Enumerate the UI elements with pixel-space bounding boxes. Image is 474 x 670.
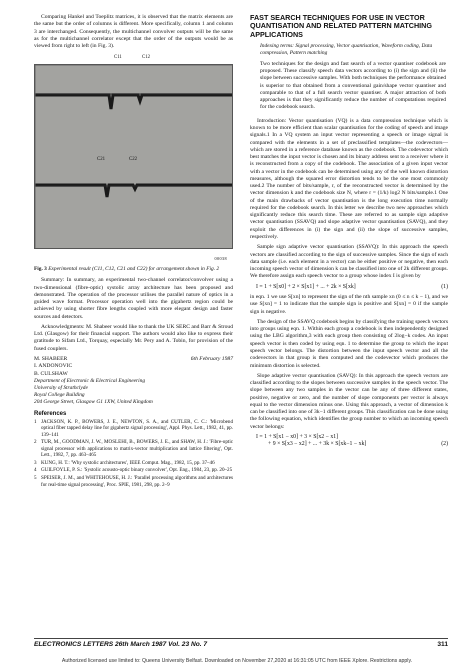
reference-text: JACKSON, K. P., BOWERS, J. E., NEWTON, S. A., and CUTLER, C. C.: 'Microbend optical fiber tapped delay line for gigahertz signal processing', Appl. Phys. Lett., 1982, 41, pp. 139–141: [41, 418, 233, 438]
page-number: 311: [437, 641, 448, 648]
reference-text: GUILFOYLE, P. S.: 'Systolic acousto-optic binary convolver', Opt. Eng., 1984, 23, pp. 20–25: [41, 467, 233, 474]
reference-number: 2: [34, 439, 37, 446]
reference-number: 3: [34, 459, 37, 466]
affiliation-line: University of Strathclyde: [34, 384, 88, 391]
equation-1-body: I = 1 + S[x0] + 2 × S[x1] + ... + 2k × S[xk]: [256, 283, 356, 290]
savq-paragraph: Slope adaptive vector quantisation (SAVQ): In this approach the speech vectors are classified according to the slopes between successive samples in the speech vector. The slope between any two samples in the vector can be any of three different states, positive, negative or zero, and the number of slope components per vector is always equal to the vector dimension minus one. Using this approach, a vector of dimension k can be classified into one of 3k−1 different groups. This classification can be done using the following equation, which identifies the group number to which an incoming speech vector belongs:: [250, 372, 448, 430]
reference-text: KUNG, H. T.: 'Why systolic architectures', IEEE Comput. Mag., 1982, 15, pp. 37–46: [41, 459, 215, 466]
page-footer: [34, 638, 448, 648]
license-notice: Authorized licensed use limited to: Queens University Belfast. Downloaded on November 27,2020 at 16:31:05 UTC from IEEE Xplore. Restrictions apply.: [61, 658, 413, 664]
acknowledgments-paragraph: Acknowledgments: M. Shabeer would like to thank the UK SERC and Barr & Stroud Ltd. (Glasgow) for their financial support. The authors would also like to express their gratitude to Sifam Ltd., Torquay, especially Mr. Pery and A. Tobin, for provision of the fused couplers.: [34, 323, 233, 352]
affiliation-line: Royal College Building: [34, 391, 85, 398]
equation-2-line-1: I = 1 + S[x1 − x0] + 3 × S[x2 − x1]: [256, 433, 339, 440]
references-list: [34, 419, 233, 488]
reference-item: [34, 460, 233, 467]
reference-item: [34, 419, 233, 439]
equation-2-line-2: + 9 × S[x3 − x2] + ... + 3k × S[xk−1 − xk]: [268, 441, 367, 448]
figure-label-c21: C21: [97, 157, 105, 163]
intro-paragraph: Comparing Hankel and Toeplitz matrices, it is observed that the matrix elements are the same but the order of columns is different. More specifically, column 1 and column 3 are interchanged. Consequently, the multichannel convolver outputs will be the same as for the multichannel correlator except that the order of the outputs would be as viewed from right to left (in Fig. 3).: [34, 14, 233, 50]
references-heading: References: [34, 410, 67, 417]
figure-3: [34, 53, 233, 263]
equation-1: [256, 284, 448, 292]
reference-item: [34, 439, 233, 459]
reference-item: [34, 475, 233, 488]
ssavq-paragraph-3: The design of the SSAVQ codebook begins by classifying the training speech vectors into groups using eqn. 1. Within each group a codebook is then independently designed using the LBG algorithm,3 with each group then consisting of 2log−k codes. An input speech vector is then coded by using eqn. 1 to determine the group to which the input speech vector belongs. The distortion between the input speech vector and all the codevectors in that group is then computed and the codevector which produces the minimum distortion is selected.: [250, 318, 448, 369]
introduction-paragraph: Introduction: Vector quantisation (VQ) is a data compression technique which is known to be more efficient than scalar quantisation for the coding of speech and image signals.1 In a VQ system an input vector representing a speech or image signal is compared with the elements in a set of preclassified templates—the codevectors—which are stored in a reference database known as the codebook. The codevector which best matches the input vector is chosen and its binary address sent to a receiver where it is reconstructed from a copy of the codebook. The association of a given input vector with a vector in the codebook can be determined using any of the well known distortion measures, although the squared error distortion tends to be the one most commonly used.2 The number of bits/sample, r, of the reconstructed vector is determined by the vector dimension k and the codebook size N, where r = (1/k) log2 N bits/sample.1 One of the main drawbacks of vector quantisation is the long execution time normally required for the codebook search. In this letter we describe two new approaches which significantly reduce this search time. These are referred to as sample sign adaptive vector quantisation (SSAVQ) and slope adaptive vector quantisation (SAVQ), and they exploit the differences in (i) the sign and (ii) the slope of successive samples, respectively.: [250, 117, 448, 240]
equation-2: [256, 434, 448, 449]
figure-caption: [34, 266, 233, 273]
figure-label-c22: C22: [129, 157, 137, 163]
indexing-terms: Indexing terms: Signal processing, Vector quantisation, Waveform coding, Data compression, Pattern matching: [260, 42, 433, 56]
figure-label-c11: C11: [114, 55, 122, 61]
ssavq-paragraph-2: in eqn. 1 we use S[xn] to represent the sign of the nth sample xn (0 ≤ n ≤ k − 1), and we use S[xn] = 1 to indicate that the sample sign is positive and S[xn] = 0 if the sample sign is negative.: [250, 294, 448, 315]
affiliation-line: Department of Electronic & Electrical Engineering: [34, 377, 146, 384]
affiliation-line: 204 George Street, Glasgow G1 1XW, United Kingdom: [34, 398, 153, 405]
author-1: M. SHABEER: [34, 356, 68, 362]
received-date: 6th February 1987: [190, 356, 233, 362]
author-block: [34, 356, 233, 378]
article-title: FAST SEARCH TECHNIQUES FOR USE IN VECTOR QUANTISATION AND RELATED PATTERN MATCHING APPLICATIONS: [250, 13, 432, 39]
affiliation: [34, 378, 233, 406]
reference-number: 5: [34, 474, 37, 481]
equation-2-number: (2): [441, 440, 448, 447]
author-2: I. ANDONOVIC: [34, 363, 73, 370]
caption-text: Experimental result (C11, C12, C21 and C22) for arrangement shown in Fig. 2: [48, 266, 220, 273]
figure-label-c12: C12: [142, 55, 150, 61]
abstract: Two techniques for the design and fast search of a vector quantiser codebook are proposed. These classify speech data vectors according to (i) the sign and (ii) the slope between successive samples. With both techniques the performance obtained is superior to that obtained from a conventional gain/shape vector quantiser and comparable to that of a full search vector quantiser. A major attraction of both approaches is that they significantly reduce the number of computations required for the codebook search.: [260, 60, 446, 111]
author-3: B. CULSHAW: [34, 370, 68, 377]
reference-text: SPEISER, J. M., and WHITEHOUSE, H. J.: 'Parallel processing algorithms and architectures for real-time signal processing', Proc. SPIE, 1981, 298, pp. 2–9: [41, 474, 233, 488]
reference-text: TUR, M., GOODMAN, J. W., MOSLEHI, B., BOWERS, J. E., and SHAW, H. J.: 'Fibre-optic signal processor with applications to matrix-vector multiplication and lattice filtering', Opt. Lett., 1982, 7, pp. 463–465: [41, 439, 233, 459]
summary-paragraph: Summary: In summary, an experimental two-channel correlator/convolver using a two-dimensional (fibre-optic) systolic array architecture has been proposed and demonstrated. The operation of the processor utilises the parallel nature of optics in a guided wave format. Processor operation well into the gigahertz region could be achieved by using shorter fibre lengths coupled with more elegant design and faster sources and detectors.: [34, 277, 233, 320]
caption-number: Fig. 3: [34, 266, 47, 273]
ssavq-paragraph: Sample sign adaptive vector quantisation (SSAVQ): In this approach the speech vectors are classified according to the sign of successive samples. Since the sign of each data sample (i.e. each element in a vector) can be either positive or negative, then each incoming speech vector of dimension k can be classified into one of 2k different groups. We therefore assign each speech vector to a group whose index I is given by: [250, 244, 448, 280]
left-column: [34, 14, 233, 489]
reference-number: 4: [34, 467, 37, 474]
journal-info: ELECTRONICS LETTERS 26th March 1987 Vol. 23 No. 7: [34, 641, 208, 648]
equation-1-number: (1): [441, 283, 448, 290]
figure-id: 00038: [214, 256, 227, 262]
reference-item: [34, 467, 233, 474]
oscilloscope-panel: [34, 64, 233, 249]
right-column: [250, 14, 448, 452]
reference-number: 1: [34, 418, 37, 425]
